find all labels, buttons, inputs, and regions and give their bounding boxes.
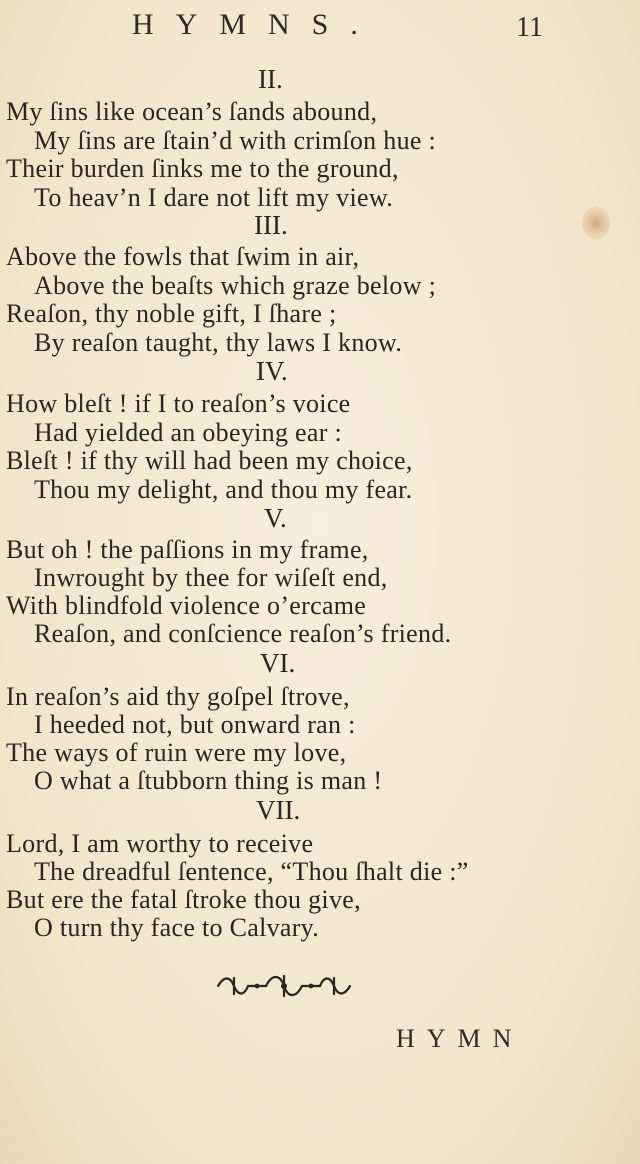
verse-line: With blindfold violence o’ercame xyxy=(6,591,367,620)
running-title: HYMNS. xyxy=(132,8,380,41)
verse-line: My ſins like ocean’s ſands abound, xyxy=(6,97,378,126)
verse-line: Thou my delight, and thou my fear. xyxy=(34,475,413,504)
verse-line: My ſins are ſtain’d with crimſon hue : xyxy=(34,126,437,155)
stanza-numeral-4: IV. xyxy=(256,356,288,386)
stanza-numeral-6: VI. xyxy=(260,648,296,678)
verse-line: Reaſon, and conſcience reaſon’s friend. xyxy=(34,619,452,648)
verse-line: By reaſon taught, thy laws I know. xyxy=(34,328,403,357)
stanza-numeral-5: V. xyxy=(264,503,287,533)
verse-line: Had yielded an obeying ear : xyxy=(34,418,343,447)
verse-line: Bleſt ! if thy will had been my choice, xyxy=(6,446,413,475)
verse-line: The dreadful ſentence, “Thou ſhalt die :” xyxy=(34,857,469,886)
stanza-numeral-3: III. xyxy=(254,210,288,240)
verse-line: Reaſon, thy noble gift, I ſhare ; xyxy=(6,299,337,328)
verse-line: Above the beaſts which graze below ; xyxy=(34,271,437,300)
verse-line: I heeded not, but onward ran : xyxy=(34,710,356,739)
paper-stain xyxy=(582,206,610,240)
printers-ornament-icon xyxy=(214,968,354,1004)
verse-line: Inwrought by thee for wiſeſt end, xyxy=(34,563,388,592)
catchword: HYMN xyxy=(396,1024,524,1053)
verse-line: Lord, I am worthy to receive xyxy=(6,829,314,858)
verse-line: O turn thy face to Calvary. xyxy=(34,913,320,942)
verse-line: The ways of ruin were my love, xyxy=(6,738,347,767)
verse-line: But ere the fatal ſtroke thou give, xyxy=(6,885,361,914)
page-number: 11 xyxy=(516,12,543,43)
stanza-numeral-7: VII. xyxy=(256,795,301,825)
verse-line: O what a ſtubborn thing is man ! xyxy=(34,766,383,795)
verse-line: But oh ! the paſſions in my frame, xyxy=(6,535,369,564)
stanza-numeral-2: II. xyxy=(258,64,283,94)
verse-line: Above the fowls that ſwim in air, xyxy=(6,242,360,271)
verse-line: How bleſt ! if I to reaſon’s voice xyxy=(6,389,351,418)
verse-line: To heav’n I dare not lift my view. xyxy=(34,183,394,212)
verse-line: Their burden ſinks me to the ground, xyxy=(6,154,399,183)
verse-line: In reaſon’s aid thy goſpel ſtrove, xyxy=(6,682,350,711)
